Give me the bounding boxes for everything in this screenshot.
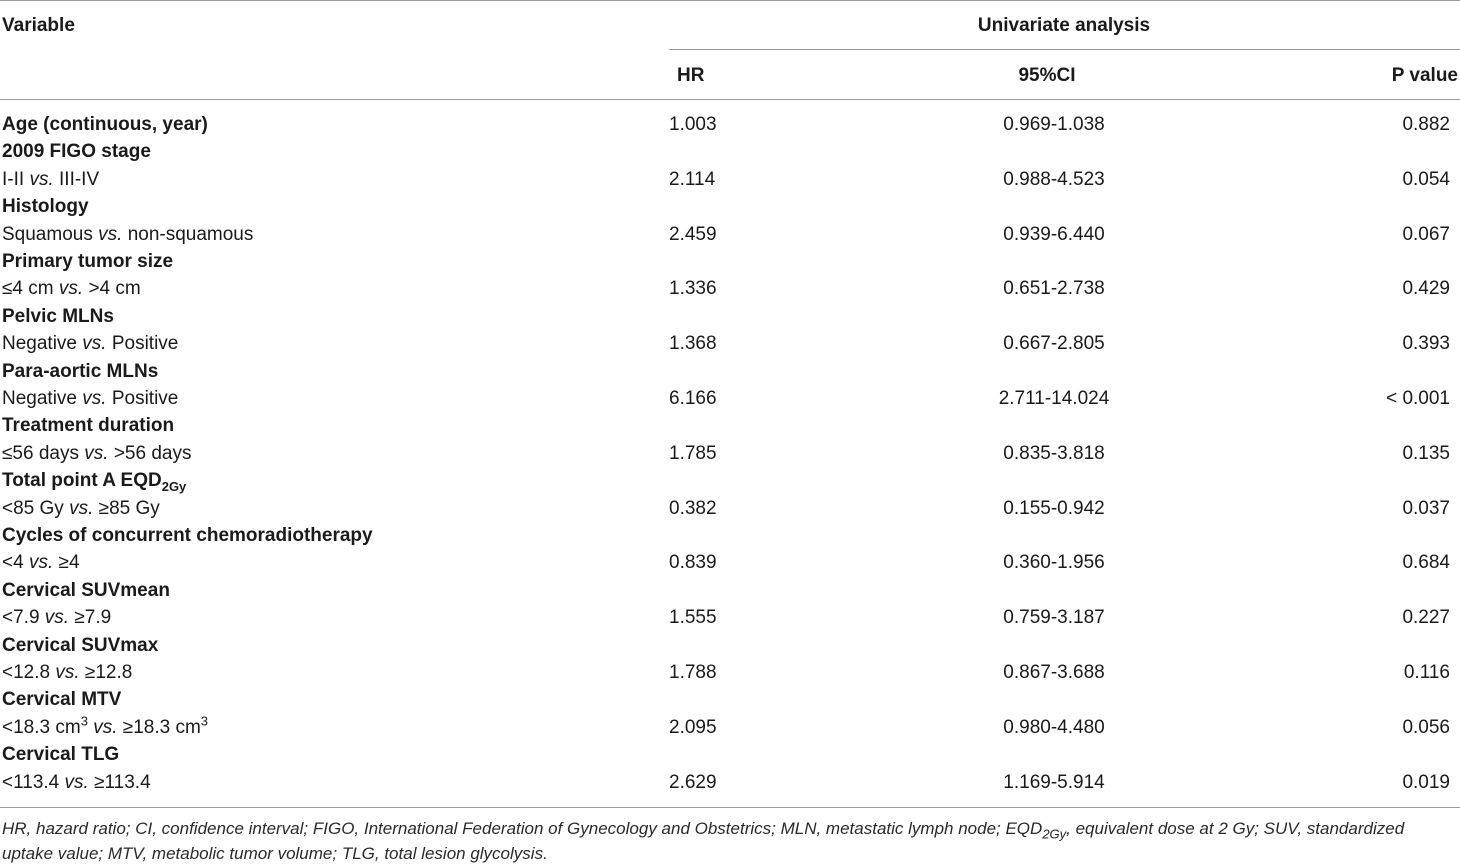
comparison-vs: vs. (69, 497, 94, 519)
comparison-a: <4 (2, 552, 24, 574)
p-value: 0.684 (1402, 552, 1450, 574)
ci-value: 0.939-6.440 (1003, 223, 1105, 245)
p-value: 0.393 (1402, 333, 1450, 355)
header-rule (0, 99, 1460, 100)
row-heading-text: Treatment duration (2, 415, 175, 437)
comparison-b: ≥85 Gy (98, 497, 160, 519)
header-variable: Variable (2, 15, 75, 36)
row-heading (2, 306, 114, 328)
p-value: 0.135 (1402, 442, 1450, 464)
row-heading-text: Cervical TLG (2, 744, 120, 766)
hr-value: 2.629 (669, 771, 717, 793)
footnote-text: HR, hazard ratio; CI, confidence interval; FIGO, International Federation of Gynecology and Obstetrics; MLN, metastatic lymph node; EQD (2, 819, 1043, 838)
comparison-b: non-squamous (127, 223, 254, 245)
comparison-a: ≤56 days (2, 442, 79, 464)
header-univariate-analysis: Univariate analysis (977, 15, 1151, 36)
row-comparison (2, 388, 178, 410)
comparison-a: <7.9 (2, 607, 40, 629)
row-heading (2, 525, 373, 547)
hr-value: 1.555 (669, 607, 717, 629)
ci-value: 0.155-0.942 (1003, 497, 1105, 519)
comparison-a-superscript: 3 (80, 713, 88, 729)
p-value: < 0.001 (1386, 388, 1450, 409)
comparison-b: ≥4 (58, 552, 80, 574)
row-heading-text: Total point A EQD (2, 470, 162, 492)
header-hr: HR (677, 65, 705, 86)
hr-value: 1.336 (669, 278, 717, 300)
row-heading (2, 744, 119, 766)
bottom-rule (0, 807, 1460, 808)
row-heading (2, 361, 158, 383)
hr-value: 1.788 (669, 662, 717, 683)
ci-value: 1.169-5.914 (1003, 771, 1105, 793)
comparison-a: <85 Gy (2, 497, 64, 519)
comparison-vs: vs. (64, 771, 89, 793)
row-heading-subscript: 2Gy (161, 478, 187, 494)
row-heading (2, 470, 186, 492)
comparison-a: <18.3 cm (2, 716, 81, 738)
row-comparison (2, 607, 111, 629)
p-value: 0.056 (1402, 716, 1450, 738)
row-heading (2, 689, 121, 711)
row-heading-text: Cervical MTV (2, 689, 122, 711)
row-heading-text: Primary tumor size (2, 251, 174, 272)
comparison-vs: vs. (82, 333, 107, 355)
row-heading (2, 196, 89, 218)
comparison-b: Positive (111, 388, 179, 409)
table-footnote (2, 816, 1458, 866)
ci-value: 2.711-14.024 (998, 388, 1110, 409)
hr-value: 2.095 (669, 716, 717, 738)
p-value: 0.054 (1402, 168, 1450, 190)
hr-value: 1.785 (669, 442, 717, 464)
p-value: 0.037 (1402, 497, 1450, 519)
footnote-subscript: 2Gy (1042, 826, 1067, 842)
header-p-value: P value (1391, 65, 1458, 86)
hr-value: 1.368 (669, 333, 717, 355)
row-comparison (2, 443, 191, 465)
row-heading-text: Cycles of concurrent chemoradiotherapy (2, 525, 373, 546)
row-heading (2, 251, 173, 273)
comparison-vs: vs. (93, 716, 118, 738)
hr-value: 2.114 (669, 168, 716, 190)
row-heading-text: Para-aortic MLNs (2, 360, 159, 382)
comparison-b: III-IV (59, 168, 100, 190)
comparison-b: Positive (111, 333, 179, 355)
comparison-a: Negative (2, 388, 77, 409)
ci-value: 0.867-3.688 (1003, 662, 1105, 683)
p-value: 0.429 (1402, 278, 1450, 300)
top-rule (0, 0, 1460, 1)
hr-value: 1.003 (669, 114, 717, 135)
row-heading (2, 635, 158, 657)
row-heading-text: Cervical SUVmax (2, 634, 159, 656)
comparison-vs: vs. (28, 552, 54, 574)
ci-value: 0.667-2.805 (1003, 333, 1105, 355)
row-heading (2, 580, 170, 602)
comparison-a: Negative (2, 333, 77, 355)
hr-value: 6.166 (669, 388, 717, 409)
ci-value: 0.988-4.523 (1003, 168, 1105, 190)
row-comparison (2, 333, 178, 355)
comparison-vs: vs. (58, 278, 84, 300)
header-95ci: 95%CI (1018, 65, 1076, 86)
hr-value: 0.382 (669, 497, 717, 519)
comparison-b: ≥12.8 (84, 662, 133, 683)
p-value: 0.067 (1402, 223, 1450, 245)
ci-value: 0.360-1.956 (1003, 552, 1105, 574)
p-value: 0.882 (1402, 114, 1450, 135)
comparison-a: ≤4 cm (2, 278, 54, 300)
row-comparison (2, 278, 141, 300)
footnote-text-cont: , equivalent dose at 2 Gy; SUV, standardized uptake value; MTV, metabolic tumor volume; TLG, total lesion glycolysis. (2, 819, 1405, 863)
row-heading-text: Pelvic MLNs (2, 305, 114, 327)
p-value: 0.116 (1403, 662, 1450, 683)
comparison-b: ≥113.4 (94, 771, 151, 793)
comparison-a: I-II (2, 168, 25, 190)
ci-value: 0.980-4.480 (1003, 716, 1105, 738)
comparison-vs: vs. (29, 168, 54, 190)
comparison-vs: vs. (98, 223, 123, 245)
comparison-vs: vs. (82, 388, 107, 409)
row-heading-text: Cervical SUVmean (2, 579, 170, 601)
comparison-b-superscript: 3 (200, 713, 209, 729)
hr-value: 2.459 (669, 223, 717, 245)
p-value: 0.227 (1402, 607, 1450, 629)
comparison-b: >4 cm (88, 278, 141, 300)
comparison-a: <12.8 (2, 662, 51, 683)
row-heading (2, 141, 151, 163)
comparison-a: Squamous (2, 223, 93, 245)
row-comparison (2, 662, 132, 684)
comparison-a: <113.4 (2, 771, 60, 793)
row-comparison (2, 224, 253, 246)
ci-value: 0.835-3.818 (1003, 442, 1105, 464)
row-heading-text: Histology (2, 196, 89, 218)
row-comparison (2, 552, 80, 574)
ci-value: 0.651-2.738 (1003, 278, 1105, 300)
comparison-b: ≥18.3 cm (122, 716, 201, 738)
row-comparison (2, 713, 209, 739)
row-label: Age (continuous, year) (2, 114, 208, 135)
group-rule (669, 49, 1460, 50)
row-heading (2, 415, 174, 437)
comparison-vs: vs. (84, 442, 109, 464)
comparison-vs: vs. (55, 662, 80, 683)
row-comparison (2, 169, 99, 191)
comparison-vs: vs. (44, 607, 70, 629)
row-comparison (2, 772, 151, 794)
row-heading-text: 2009 FIGO stage (2, 141, 151, 163)
p-value: 0.019 (1402, 771, 1450, 793)
hr-value: 0.839 (669, 552, 717, 574)
row-comparison (2, 498, 160, 520)
comparison-b: ≥7.9 (74, 607, 112, 629)
comparison-b: >56 days (113, 442, 192, 464)
ci-value: 0.759-3.187 (1003, 607, 1105, 629)
ci-value: 0.969-1.038 (1003, 114, 1105, 135)
